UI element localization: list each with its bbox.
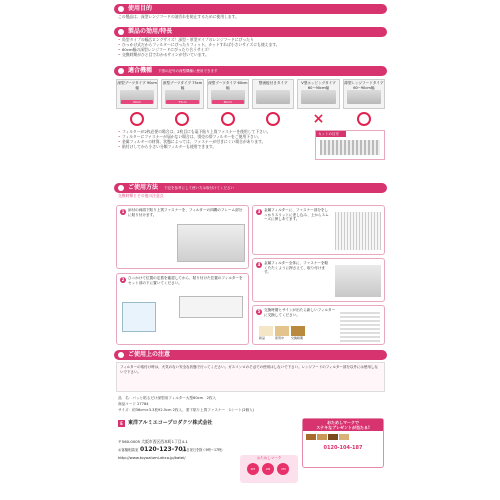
cut-guide-box xyxy=(315,130,385,160)
step-5: 5 交換時期とサインが出たら新しいフィルターに交換してください。 新品 使用中 交換時期 xyxy=(252,305,385,345)
ok-mark-icon xyxy=(175,112,189,126)
purpose-heading: 使用目的 xyxy=(114,4,387,14)
step-illustration xyxy=(335,265,381,297)
phone-label: お客様相談室 xyxy=(118,448,139,452)
fit-note: • 貼付けしてから小さい分類フィルターも使用できます。 xyxy=(118,145,297,150)
feature-item: • 角型タイプの幅広ロングサイズ！深型・厚型タイプのレンジフードにぴったり xyxy=(118,38,383,43)
step-3: 3 金属フィルターに、ファスナー部分をしっかりスリットに差し込み、上からスムーズに押しあてます。 xyxy=(252,205,385,255)
step-illustration xyxy=(340,312,380,342)
step-illustration xyxy=(179,296,243,318)
sign-used xyxy=(275,326,289,336)
spec-name: 品 名：パッと貼るだけ深型用フィルター大型60cm 2枚入 xyxy=(118,396,217,400)
hood-types xyxy=(110,76,391,109)
hood-type: V型ホッピングタイプ 60~90cm幅 xyxy=(297,79,339,109)
company-logo: E 東洋アルミエコープロダクツ株式会社 xyxy=(118,420,213,427)
otameshi-badge-area xyxy=(240,455,298,483)
company-postal: 〒560-0005 大阪市西区西本町1丁目4-1 xyxy=(118,439,188,444)
company-url: http://www.toyoalumi-ekco.jp/katei/ xyxy=(118,455,186,460)
section-purpose xyxy=(110,4,391,21)
fit-heading: 適合機種 下図の記号の深型機種に使用できます xyxy=(114,66,387,76)
ok-mark-icon xyxy=(357,112,371,126)
fit-note: • 金属フィルターの材質、状態によっては、ファスナーが付きにくい場合があります。 xyxy=(118,140,297,145)
feature-item: • 60cm幅の深型レンジフードにぴったり合うサイズ！ xyxy=(118,48,383,53)
section-caution xyxy=(110,350,391,360)
point-badge: 2M xyxy=(247,463,259,475)
fit-note: • フィルターにファスナーが届かない場合は、別売の帯フィルターをご使用下さい。 xyxy=(118,135,297,140)
features-heading: 製品の効用/特長 xyxy=(114,27,387,37)
company-phone: 0120-123-701 xyxy=(140,446,187,453)
point-badge: 2M xyxy=(262,463,274,475)
hood-type: 整流板付きタイプ xyxy=(252,79,294,109)
fit-note: • フィルターが2枚必要の場合は、2枚目にも裏下貼り上質ファスナーを使用して下さい。 xyxy=(118,130,297,135)
caution-heading: ご使用上の注意 xyxy=(114,350,387,360)
hood-type: 薄型レンジフードタイプ 60~90cm幅 xyxy=(343,79,385,109)
spec-code: 商品コード 27784 xyxy=(118,402,149,406)
company-hours: (土日祝日を除く9時～17時) xyxy=(182,448,223,452)
usage-heading: ご使用方法 下記を参考にして使い方は取付けてください xyxy=(114,183,387,193)
ng-mark-icon: × xyxy=(312,111,325,127)
usage-intro: 交換時期とその他の注意点 xyxy=(118,193,164,198)
feature-item: • 交換時期がひと目でわかるサインが付いています。 xyxy=(118,53,383,58)
section-usage xyxy=(110,183,391,200)
hood-type: 深型ブーツタイプ 75cm幅 75cm xyxy=(161,79,203,109)
step-illustration xyxy=(335,212,381,250)
step-2: 2 ひっかけて位置の定着を確認してから、貼り付けた位置のフィルターをセット部の下に置いてください。 xyxy=(116,273,249,345)
ok-mark-icon xyxy=(266,112,280,126)
caution-text: フィルターの取付け時は、火気のない安全な状態で行ってください。ガスコンロのそばでの使用はしないで下さい。レンジフードのフィルター部分以外には使用しないで下さい。 xyxy=(116,362,385,392)
step-illustration xyxy=(177,224,245,262)
fit-marks xyxy=(110,109,391,129)
promo-heading: おためしマークで ステキなプレゼントが当たる! xyxy=(303,419,383,431)
step-1: 1 添付の両面下貼り上質ファスナーを、フィルターの四隅のフレーム部分に貼り付けます。 xyxy=(116,205,249,269)
fit-notes xyxy=(110,129,305,151)
sign-new xyxy=(259,326,273,336)
promo-phone: 0120-104-187 xyxy=(323,444,363,451)
section-features xyxy=(110,27,391,59)
point-badge: 2M xyxy=(277,463,289,475)
features-list xyxy=(110,37,391,59)
sign-labels: 新品 使用中 交換時期 xyxy=(259,336,304,340)
ok-mark-icon xyxy=(130,112,144,126)
hood-type: 深型ブーツタイプ 60cm幅 60cm xyxy=(207,79,249,109)
feature-item: • ひっかけ式だからフィルターにぴったりフィット。カットすれば小さいサイズにも使えます。 xyxy=(118,43,383,48)
badge-label: おためしマーク xyxy=(256,456,282,460)
company-logo-icon: E xyxy=(118,420,125,427)
promo-products xyxy=(303,431,383,444)
hood-type: 深型ブーツタイプ 90cm幅 90cm xyxy=(116,79,158,109)
cut-guide-title: カットの目安 xyxy=(316,131,346,137)
package-back xyxy=(110,0,391,500)
spec-size: サイズ：約36cm×3.3枚92.5cm 2枚入、業下貼り上質ファスナー 1シート(2個入) xyxy=(118,408,255,412)
filter-grid-image xyxy=(320,140,380,155)
promo-box xyxy=(302,418,384,468)
sign-replace xyxy=(291,326,305,336)
purpose-text: この製品は、深型レンジフードの油汚れを防止するために使用します。 xyxy=(118,14,239,19)
ok-mark-icon xyxy=(221,112,235,126)
step-4: 4 金属フィルター全体に、ファスナーを軽くたたくように押さえて、取り付けます。 xyxy=(252,258,385,302)
badge-points xyxy=(240,461,298,475)
section-fit xyxy=(110,66,391,151)
step-illustration xyxy=(122,302,156,332)
sign-samples xyxy=(259,326,305,336)
